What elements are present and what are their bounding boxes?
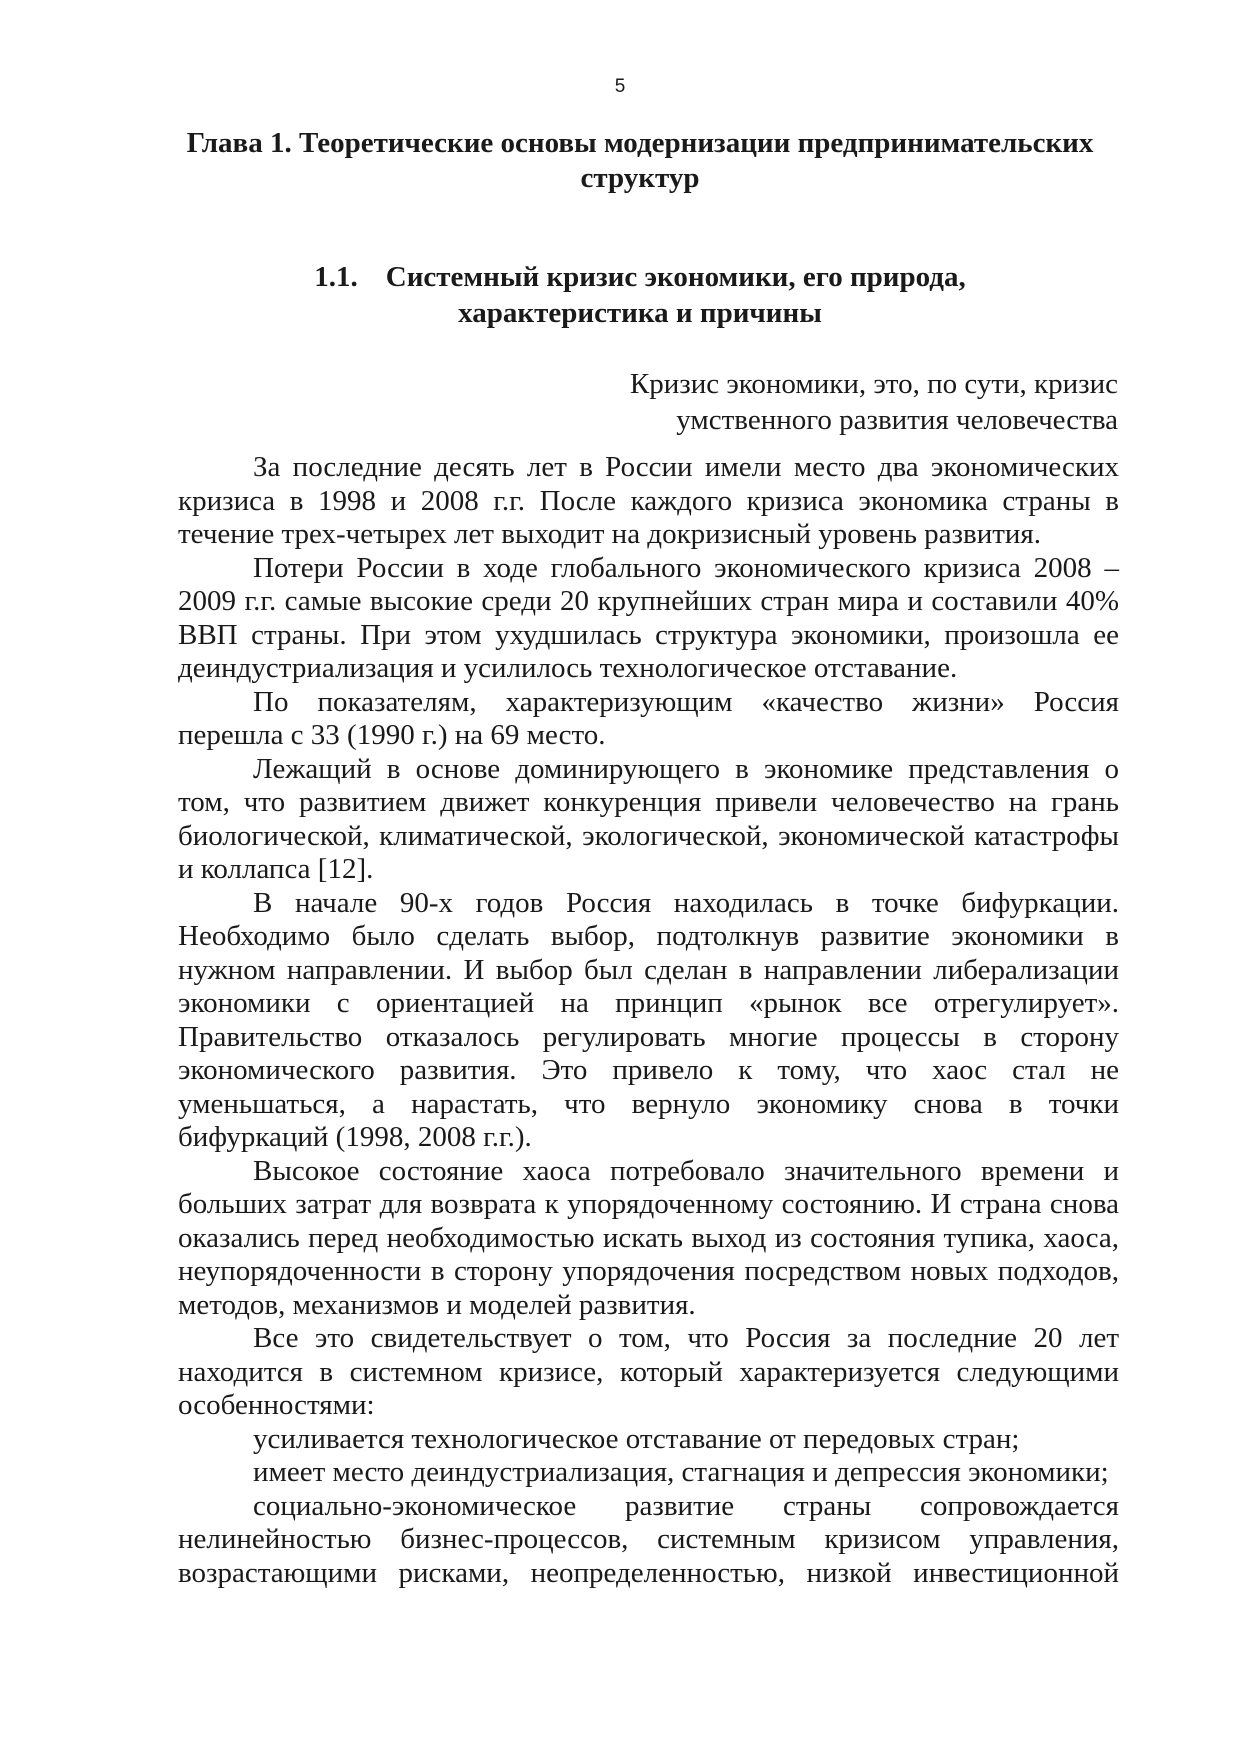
list-item: имеет место деиндустриализация, стагнация и депрессия экономики; <box>253 1456 1109 1488</box>
section-number: 1.1. <box>314 261 358 293</box>
section-title-line-2: характеристика и причины <box>458 297 822 329</box>
chapter-title: Глава 1. Теоретические основы модернизации предпринимательских структур <box>186 127 1094 194</box>
paragraph: В начале 90-х годов Россия находилась в точке бифуркации. Необходимо было сделать выбор, подтолкнув развитие экономики в нужном направлении. И выбор был сделан в направлении либерализации экономики с ориентацией на принцип «рынок все отрегулирует». Правительство отказалось регулировать многие процессы в сторону экономического развития. Это привело к тому, что хаос стал не уменьшаться, а нарастать, что вернуло экономику снова в точки бифуркаций (1998, 2008 г.г.). <box>178 886 1119 1153</box>
list-item: усиливается технологическое отставание от передовых стран; <box>253 1422 1020 1455</box>
paragraph: Лежащий в основе доминирующего в экономике представления о том, что развитием движет конкуренция привели человечество на грань биологической, климатической, экологической, экономической катастрофы и коллапса [12]. <box>178 752 1119 885</box>
paragraph: За последние десять лет в России имели место два экономических кризиса в 1998 и 2008 г.г. После каждого кризиса экономика страны в течение трех-четырех лет выходит на докризисный уровень развития. <box>178 451 1119 550</box>
epigraph-line-1: Кризис экономики, это, по сути, кризис <box>629 368 1118 400</box>
epigraph-line-2: умственного развития человечества <box>676 404 1118 436</box>
paragraph: Потери России в ходе глобального экономического кризиса 2008 – 2009 г.г. самые высокие среди 20 крупнейших стран мира и составили 40% ВВП страны. При этом ухудшилась структура экономики, произошла ее деиндустриализация и усилилось технологическое отставание. <box>178 551 1119 684</box>
paragraph: Высокое состояние хаоса потребовало значительного времени и больших затрат для возврата к упорядоченному состоянию. И страна снова оказались перед необходимостью искать выход из состояния тупика, хаоса, неупорядоченности в сторону упорядочения посредством новых подходов, методов, механизмов и моделей развития. <box>178 1154 1119 1321</box>
section-title-line-1: Системный кризис экономики, его природа, <box>385 261 966 293</box>
page-number: 5 <box>614 76 626 97</box>
body-text <box>178 451 1119 1590</box>
list-item: социально-экономическое развитие страны сопровождается нелинейностью бизнес-процессов, системным кризисом управления, возрастающими рисками, неопределенностью, низкой инвестиционной <box>178 1489 1119 1589</box>
section-title <box>160 259 1120 331</box>
epigraph <box>558 366 1118 438</box>
paragraph: Все это свидетельствует о том, что Россия за последние 20 лет находится в системном кризисе, который характеризуется следующими особенностями: <box>178 1322 1119 1421</box>
paragraph: По показателям, характеризующим «качество жизни» Россия перешла с 33 (1990 г.) на 69 место. <box>178 685 1119 751</box>
